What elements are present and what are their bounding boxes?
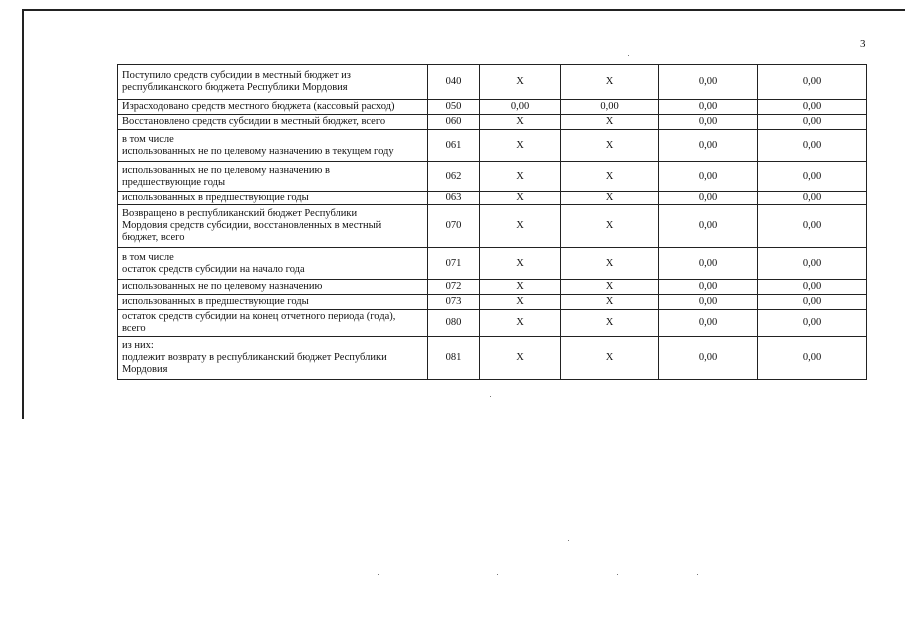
row-value-cell-v1: X: [480, 205, 561, 248]
row-value-cell-v1: X: [480, 310, 561, 337]
scan-speck: [568, 540, 569, 541]
row-code-cell: 061: [428, 130, 480, 162]
row-value-cell-v2: X: [561, 248, 659, 280]
row-label-line: бюджет, всего: [122, 232, 185, 243]
row-label-line: Израсходовано средств местного бюджета (кассовый расход): [122, 101, 395, 112]
row-value-cell-v4: 0,00: [758, 295, 867, 310]
row-value-cell-v4: 0,00: [758, 310, 867, 337]
row-label-line: предшествующие годы: [122, 176, 226, 188]
row-value-cell-v3: 0,00: [659, 248, 758, 280]
table-row: [118, 310, 867, 337]
row-value-cell-v4: 0,00: [758, 280, 867, 295]
table-row: [118, 65, 867, 100]
row-value-cell-v1: X: [480, 280, 561, 295]
row-value-cell-v1: X: [480, 65, 561, 100]
row-label-line: использованных не по целевому назначению в: [122, 164, 330, 176]
row-label-line: Мордовия средств субсидии, восстановленных в местный: [122, 220, 382, 231]
page-top-border: [22, 9, 905, 11]
row-label-line: всего: [122, 323, 146, 334]
page-left-border: [22, 9, 24, 419]
row-label-cell: [118, 115, 428, 130]
row-value-cell-v4: 0,00: [758, 130, 867, 162]
row-value-cell-v3: 0,00: [659, 115, 758, 130]
row-code-cell: 081: [428, 337, 480, 380]
row-value-cell-v1: X: [480, 248, 561, 280]
row-value-cell-v2: 0,00: [561, 100, 659, 115]
row-value-cell-v1: X: [480, 295, 561, 310]
row-value-cell-v2: X: [561, 280, 659, 295]
row-code-cell: 070: [428, 205, 480, 248]
row-code-cell: 063: [428, 192, 480, 205]
table-row: [118, 115, 867, 130]
row-value-cell-v4: 0,00: [758, 115, 867, 130]
row-value-cell-v3: 0,00: [659, 130, 758, 162]
row-label-line: использованных не по целевому назначению: [122, 281, 323, 292]
row-value-cell-v1: X: [480, 130, 561, 162]
table-row: [118, 130, 867, 162]
row-code-cell: 071: [428, 248, 480, 280]
row-value-cell-v1: X: [480, 115, 561, 130]
row-label-line: использованных не по целевому назначению в текущем году: [122, 145, 394, 157]
row-value-cell-v4: 0,00: [758, 337, 867, 380]
row-label-line: из них:: [122, 340, 154, 351]
row-label-line: использованных в предшествующие годы: [122, 296, 309, 307]
row-label-line: в том числе: [122, 133, 174, 145]
row-value-cell-v3: 0,00: [659, 205, 758, 248]
scan-speck: [617, 574, 618, 575]
table-row: [118, 162, 867, 192]
row-value-cell-v4: 0,00: [758, 205, 867, 248]
row-label-cell: [118, 295, 428, 310]
row-code-cell: 073: [428, 295, 480, 310]
row-value-cell-v2: X: [561, 115, 659, 130]
table-row: [118, 192, 867, 205]
row-code-cell: 060: [428, 115, 480, 130]
row-value-cell-v1: X: [480, 192, 561, 205]
row-label-cell: [118, 248, 428, 280]
row-label-cell: [118, 100, 428, 115]
row-value-cell-v2: X: [561, 192, 659, 205]
row-value-cell-v1: X: [480, 162, 561, 192]
row-value-cell-v3: 0,00: [659, 100, 758, 115]
row-label-cell: [118, 65, 428, 100]
row-label-line: в том числе: [122, 251, 174, 263]
scan-speck: [490, 396, 491, 397]
row-value-cell-v3: 0,00: [659, 162, 758, 192]
row-value-cell-v2: X: [561, 162, 659, 192]
row-code-cell: 072: [428, 280, 480, 295]
row-value-cell-v3: 0,00: [659, 192, 758, 205]
scan-speck: [628, 55, 629, 56]
row-value-cell-v3: 0,00: [659, 295, 758, 310]
row-value-cell-v2: X: [561, 130, 659, 162]
row-code-cell: 080: [428, 310, 480, 337]
row-value-cell-v4: 0,00: [758, 65, 867, 100]
row-value-cell-v4: 0,00: [758, 100, 867, 115]
report-table-body: [118, 65, 867, 380]
report-table: [117, 64, 867, 380]
table-row: [118, 248, 867, 280]
row-value-cell-v2: X: [561, 205, 659, 248]
row-value-cell-v4: 0,00: [758, 162, 867, 192]
row-value-cell-v2: X: [561, 310, 659, 337]
row-label-line: подлежит возврату в республиканский бюджет Республики: [122, 352, 387, 363]
row-value-cell-v4: 0,00: [758, 192, 867, 205]
row-label-cell: [118, 162, 428, 192]
row-label-line: Мордовия: [122, 364, 168, 375]
row-label-cell: [118, 130, 428, 162]
row-label-cell: [118, 280, 428, 295]
row-value-cell-v2: X: [561, 337, 659, 380]
row-label-line: республиканского бюджета Республики Мордовия: [122, 82, 348, 93]
table-row: [118, 295, 867, 310]
row-value-cell-v4: 0,00: [758, 248, 867, 280]
row-code-cell: 050: [428, 100, 480, 115]
row-label-cell: [118, 205, 428, 248]
row-label-line: Возвращено в республиканский бюджет Республики: [122, 208, 358, 219]
table-row: [118, 100, 867, 115]
row-value-cell-v3: 0,00: [659, 310, 758, 337]
table-row: [118, 280, 867, 295]
row-label-line: Восстановлено средств субсидии в местный бюджет, всего: [122, 116, 386, 127]
row-value-cell-v3: 0,00: [659, 280, 758, 295]
row-label-cell: [118, 337, 428, 380]
table-row: [118, 337, 867, 380]
row-value-cell-v1: X: [480, 337, 561, 380]
scan-speck: [378, 574, 379, 575]
row-label-line: остаток средств субсидии на начало года: [122, 263, 305, 275]
row-label-line: остаток средств субсидии на конец отчетного периода (года),: [122, 311, 396, 322]
row-value-cell-v1: 0,00: [480, 100, 561, 115]
row-code-cell: 040: [428, 65, 480, 100]
row-label-cell: [118, 310, 428, 337]
page-number: 3: [860, 38, 866, 50]
row-label-line: использованных в предшествующие годы: [122, 192, 309, 203]
row-code-cell: 062: [428, 162, 480, 192]
scan-speck: [497, 574, 498, 575]
row-value-cell-v2: X: [561, 65, 659, 100]
table-row: [118, 205, 867, 248]
row-value-cell-v3: 0,00: [659, 337, 758, 380]
scan-speck: [697, 574, 698, 575]
row-value-cell-v2: X: [561, 295, 659, 310]
row-value-cell-v3: 0,00: [659, 65, 758, 100]
row-label-cell: [118, 192, 428, 205]
row-label-line: Поступило средств субсидии в местный бюджет из: [122, 70, 351, 81]
